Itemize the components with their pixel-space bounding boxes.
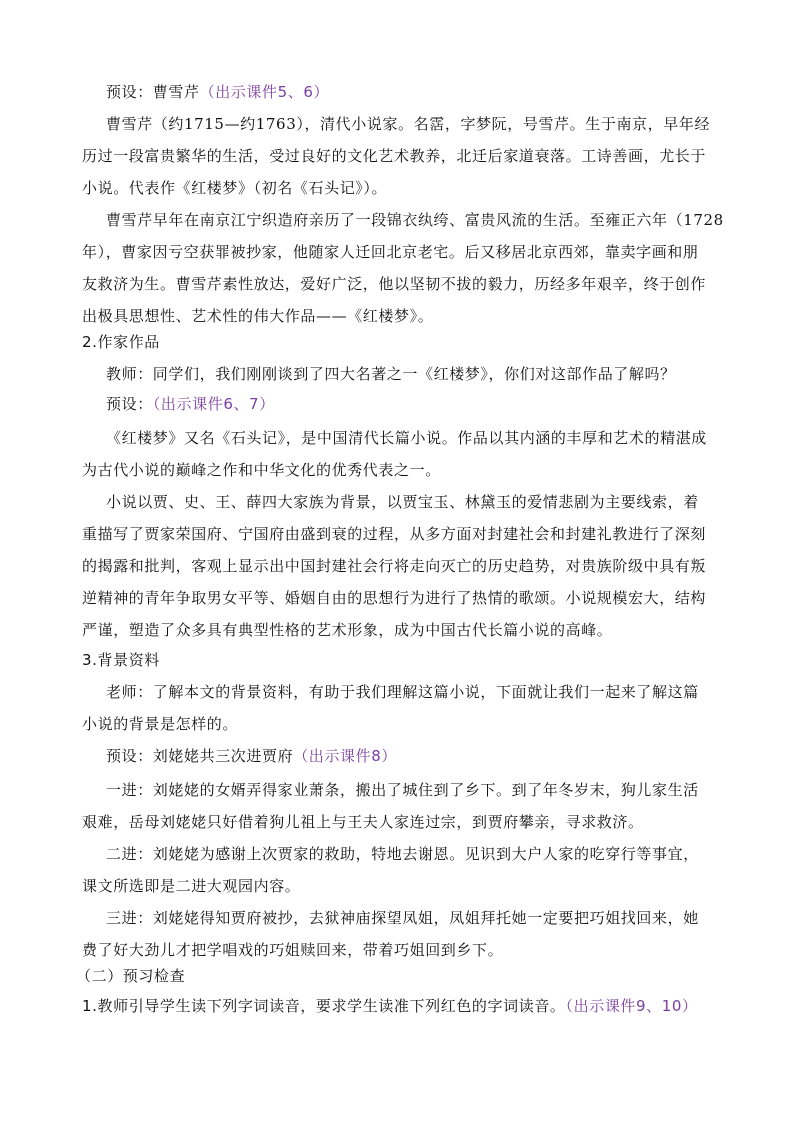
paragraph-line: 小说。代表作《红楼梦》（初名《石头记》）。 [82,179,388,197]
preset-text: 预设：刘姥姥共三次进贾府 [106,747,294,765]
paragraph-line: 年），曹家因亏空获罪被抄家，他随家人迁回北京老宅。后又移居北京西郊，靠卖字画和朋 [82,243,699,261]
preset-line [106,746,397,766]
paragraph-line: 艰难，岳母刘姥姥只好借着狗儿祖上与王夫人家连过宗，到贾府攀亲，寻求救济。 [82,813,644,831]
section-heading: 2.作家作品 [82,333,160,351]
preset-text: 预设：曹雪芹 [106,83,200,101]
paragraph-line: 严谨，塑造了众多具有典型性格的艺术形象，成为中国古代长篇小说的高峰。 [82,621,613,639]
preset-line [106,394,275,414]
paragraph-line: 出极具思想性、艺术性的伟大作品——《红楼梦》。 [82,307,434,325]
paragraph-line: 逆精神的青年争取男女平等、婚姻自由的思想行为进行了热情的歌颂。小说规模宏大，结构 [82,589,707,607]
question-text: 1.教师引导学生读下列字词读音，要求学生读准下列红色的字词读音。 [82,997,566,1015]
paragraph-line: 重描写了贾家荣国府、宁国府由盛到衰的过程，从多方面对封建社会和封建礼教进行了深刻 [82,525,707,543]
paragraph-line: 《红楼梦》又名《石头记》，是中国清代长篇小说。作品以其内涵的丰厚和艺术的精湛成 [106,429,707,447]
courseware-ref: （出示课件5、6） [199,83,330,101]
courseware-ref: （出示课件9、10） [565,997,698,1015]
question-line [82,996,698,1016]
paragraph-line: 曹雪芹早年在南京江宁织造府亲历了一段锦衣纨绔、富贵风流的生活。至雍正六年（1728 [106,211,724,229]
paragraph-line: 为古代小说的巅峰之作和中华文化的优秀代表之一。 [82,461,441,479]
paragraph-line: 一进：刘姥姥的女婿弄得家业萧条，搬出了城住到了乡下。到了年冬岁末，狗儿家生活 [106,781,699,799]
teacher-line: 小说的背景是怎样的。 [82,715,239,733]
preset-text: 预设： [106,395,153,413]
paragraph-line: 友救济为生。曹雪芹素性放达，爱好广泛，他以坚韧不拔的毅力，历经多年艰辛，终于创作 [82,275,707,293]
preset-line [106,82,329,102]
paragraph-line: 曹雪芹（约1715—约1763），清代小说家。名霑，字梦阮，号雪芹。生于南京，早年经 [106,115,711,133]
section-heading: （二）预习检查 [76,967,186,985]
paragraph-line: 二进：刘姥姥为感谢上次贾家的救助，特地去谢恩。见识到大户人家的吃穿行等事宜， [106,845,699,863]
paragraph-line: 费了好大劲儿才把学唱戏的巧姐赎回来，带着巧姐回到乡下。 [82,941,504,959]
courseware-ref: （出示课件6、7） [152,395,275,413]
teacher-line: 老师：了解本文的背景资料，有助于我们理解这篇小说，下面就让我们一起来了解这篇 [106,683,699,701]
paragraph-line: 课文所选即是二进大观园内容。 [82,877,301,895]
section-heading: 3.背景资料 [82,651,160,669]
courseware-ref: （出示课件8） [293,747,397,765]
paragraph-line: 历过一段富贵繁华的生活，受过良好的文化艺术教养，北迁后家道衰落。工诗善画，尤长于 [82,147,707,165]
paragraph-line: 小说以贾、史、王、薛四大家族为背景，以贾宝玉、林黛玉的爱情悲剧为主要线索，着 [106,493,699,511]
paragraph-line: 的揭露和批判，客观上显示出中国封建社会行将走向灭亡的历史趋势，对贵族阶级中具有叛 [82,557,707,575]
teacher-line: 教师：同学们，我们刚刚谈到了四大名著之一《红楼梦》，你们对这部作品了解吗？ [106,365,676,383]
paragraph-line: 三进：刘姥姥得知贾府被抄，去狱神庙探望凤姐，凤姐拜托她一定要把巧姐找回来，她 [106,909,699,927]
